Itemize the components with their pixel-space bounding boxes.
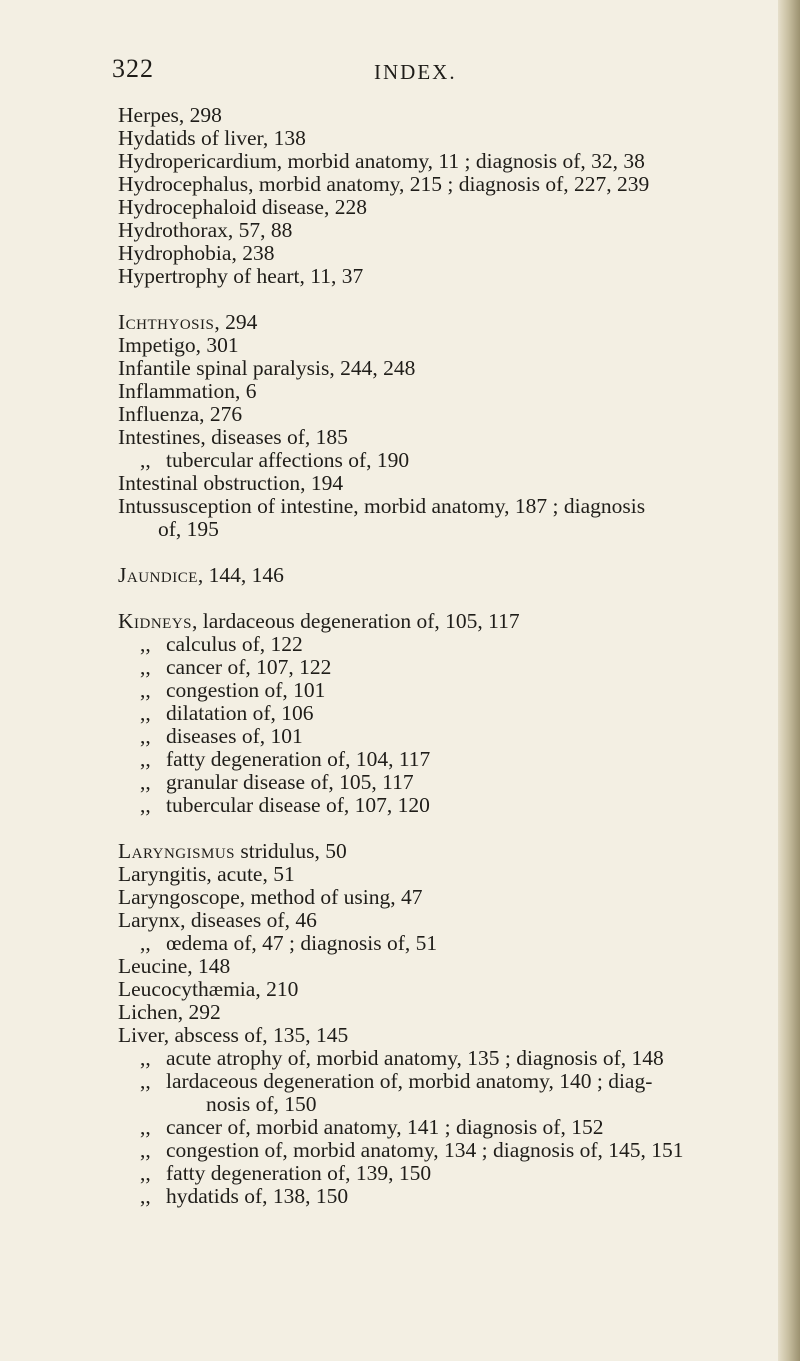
index-group (118, 311, 778, 541)
entry-text: Intestines, diseases of, 185 (118, 425, 348, 449)
index-group (118, 104, 778, 288)
index-entry (118, 472, 778, 495)
ditto-mark: ,, (140, 1161, 151, 1185)
ditto-mark: ,, (140, 701, 151, 725)
entry-text: cancer of, morbid anatomy, 141 ; diagnosis of, 152 (166, 1115, 604, 1139)
entry-text: Hypertrophy of heart, 11, 37 (118, 264, 364, 288)
index-subentry (118, 725, 778, 748)
ditto-mark: ,, (140, 770, 151, 794)
entry-text: Lichen, 292 (118, 1000, 221, 1024)
entry-text: Larynx, diseases of, 46 (118, 908, 317, 932)
index-entry (118, 196, 778, 219)
entry-lead-word: Laryngismus (118, 839, 235, 863)
entry-text: Hydrophobia, 238 (118, 241, 275, 265)
ditto-mark: ,, (140, 1184, 151, 1208)
entry-text: Hydropericardium, morbid anatomy, 11 ; diagnosis of, 32, 38 (118, 149, 645, 173)
index-entry (118, 403, 778, 426)
index-entry (118, 564, 778, 587)
index-entry (118, 955, 778, 978)
index-entry (118, 495, 778, 541)
entry-text: congestion of, morbid anatomy, 134 ; diagnosis of, 145, 151 (166, 1138, 684, 1162)
index-subentry (118, 794, 778, 817)
index-group (118, 610, 778, 817)
entry-text: fatty degeneration of, 139, 150 (166, 1161, 432, 1185)
entry-continuation: of, 195 (158, 517, 219, 541)
ditto-mark: ,, (140, 1115, 151, 1139)
index-entry (118, 978, 778, 1001)
entry-text: œdema of, 47 ; diagnosis of, 51 (166, 931, 438, 955)
index-entry (118, 426, 778, 449)
index-entry (118, 863, 778, 886)
index-subentry (118, 771, 778, 794)
index-subentry (118, 702, 778, 725)
entry-text: stridulus, 50 (235, 839, 347, 863)
index-subentry (118, 656, 778, 679)
entry-continuation: nosis of, 150 (206, 1092, 317, 1116)
entry-lead-word: Jaundice (118, 563, 198, 587)
index-entry (118, 380, 778, 403)
entry-text: Infantile spinal paralysis, 244, 248 (118, 356, 416, 380)
entry-text: Hydrocephaloid disease, 228 (118, 195, 367, 219)
ditto-mark: ,, (140, 931, 151, 955)
running-head: INDEX. (374, 60, 457, 84)
entry-text: Influenza, 276 (118, 402, 243, 426)
ditto-mark: ,, (140, 655, 151, 679)
index-entry (118, 104, 778, 127)
entry-text: Impetigo, 301 (118, 333, 239, 357)
index-entry (118, 1001, 778, 1024)
entry-text: , 144, 146 (197, 563, 284, 587)
entry-text: Laryngitis, acute, 51 (118, 862, 295, 886)
entry-text: Herpes, 298 (118, 103, 222, 127)
ditto-mark: ,, (140, 448, 151, 472)
entry-text: Liver, abscess of, 135, 145 (118, 1023, 349, 1047)
entry-text: Intussusception of intestine, morbid anatomy, 187 ; diagnosis (118, 494, 646, 518)
index-subentry (118, 1116, 778, 1139)
entry-text: Inflammation, 6 (118, 379, 257, 403)
entry-text: granular disease of, 105, 117 (166, 770, 414, 794)
index-entry (118, 219, 778, 242)
group-spacer (118, 288, 778, 311)
entry-text: hydatids of, 138, 150 (166, 1184, 349, 1208)
entry-text: congestion of, 101 (166, 678, 326, 702)
index-subentry (118, 449, 778, 472)
entry-text: Laryngoscope, method of using, 47 (118, 885, 423, 909)
entry-text: calculus of, 122 (166, 632, 303, 656)
entry-text: tubercular disease of, 107, 120 (166, 793, 430, 817)
index-subentry (118, 633, 778, 656)
index-group (118, 840, 778, 1208)
entry-text: acute atrophy of, morbid anatomy, 135 ; diagnosis of, 148 (166, 1046, 664, 1070)
page-number: 322 (112, 54, 154, 83)
index-subentry (118, 932, 778, 955)
index-entry (118, 1024, 778, 1047)
index-entry (118, 909, 778, 932)
page-header (0, 54, 800, 84)
index-entry (118, 886, 778, 909)
index-subentry (118, 1139, 778, 1162)
index-entry (118, 127, 778, 150)
ditto-mark: ,, (140, 1046, 151, 1070)
entry-text: tubercular affections of, 190 (166, 448, 410, 472)
index-entry (118, 150, 778, 173)
entry-lead-word: Kidneys (118, 609, 193, 633)
index-entry (118, 610, 778, 633)
entry-text: Hydatids of liver, 138 (118, 126, 306, 150)
index-subentry (118, 748, 778, 771)
index-subentry (118, 1185, 778, 1208)
entry-text: cancer of, 107, 122 (166, 655, 332, 679)
ditto-mark: ,, (140, 793, 151, 817)
ditto-mark: ,, (140, 1138, 151, 1162)
index-entry (118, 357, 778, 380)
ditto-mark: ,, (140, 678, 151, 702)
entry-text: , lardaceous degeneration of, 105, 117 (192, 609, 520, 633)
entry-text: Intestinal obstruction, 194 (118, 471, 344, 495)
index-entry (118, 334, 778, 357)
index-subentry (118, 1047, 778, 1070)
entry-text: Leucine, 148 (118, 954, 231, 978)
entry-lead-word: Ichthyosis (118, 310, 215, 334)
entry-text: Hydrocephalus, morbid anatomy, 215 ; diagnosis of, 227, 239 (118, 172, 650, 196)
index-group (118, 564, 778, 587)
page-edge-shadow (778, 0, 800, 1361)
group-spacer (118, 817, 778, 840)
ditto-mark: ,, (140, 724, 151, 748)
index-entry (118, 265, 778, 288)
index-subentry (118, 1162, 778, 1185)
entry-text: dilatation of, 106 (166, 701, 314, 725)
group-spacer (118, 541, 778, 564)
index-entry (118, 242, 778, 265)
index-subentry (118, 1070, 778, 1116)
entry-text: Leucocythæmia, 210 (118, 977, 299, 1001)
index-entry (118, 311, 778, 334)
entry-text: lardaceous degeneration of, morbid anatomy, 140 ; diag- (166, 1069, 653, 1093)
group-spacer (118, 587, 778, 610)
entry-text: fatty degeneration of, 104, 117 (166, 747, 431, 771)
index-entry (118, 840, 778, 863)
ditto-mark: ,, (140, 747, 151, 771)
entry-text: Hydrothorax, 57, 88 (118, 218, 293, 242)
entry-text: diseases of, 101 (166, 724, 303, 748)
index-list (118, 104, 778, 1208)
index-subentry (118, 679, 778, 702)
ditto-mark: ,, (140, 1069, 151, 1093)
index-entry (118, 173, 778, 196)
entry-text: , 294 (214, 310, 258, 334)
ditto-mark: ,, (140, 632, 151, 656)
